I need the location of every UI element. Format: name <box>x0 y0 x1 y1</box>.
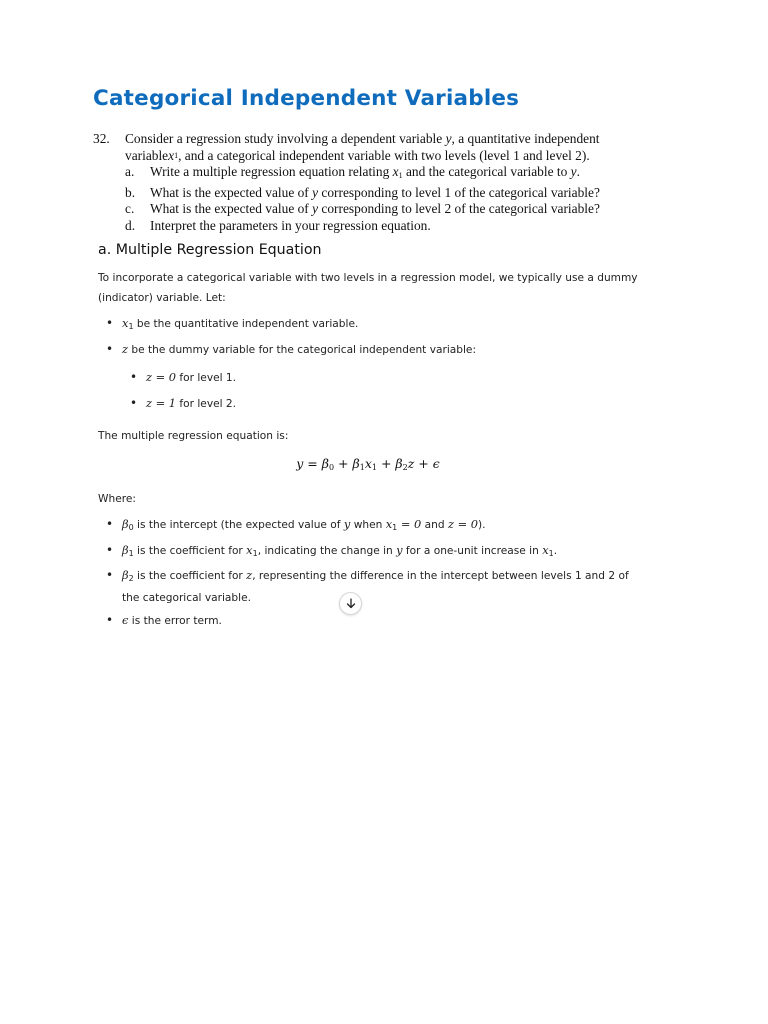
list-item-epsilon: • ϵ is the error term. <box>122 611 222 632</box>
where-label: Where: <box>98 493 136 505</box>
problem-part-a: a. Write a multiple regression equation relating $x_1$ and the categorical variable to y. <box>125 164 580 181</box>
list-item-x1: • $x_1$ be the quantitative independent variable. <box>122 314 358 337</box>
list-item-beta2: • $\beta_2$ is the coefficient for z, representing the difference in the intercept between levels 1 and 2 of the categorical variable. <box>122 566 642 608</box>
section-heading: a. Multiple Regression Equation <box>98 242 322 258</box>
problem-stem: 32. Consider a regression study involving a dependent variable y, a quantitative independent <box>93 131 600 146</box>
list-item-z: • z be the dummy variable for the categorical independent variable: <box>122 340 476 361</box>
problem-part-d: d. Interpret the parameters in your regression equation. <box>125 217 431 233</box>
list-item-beta1: • $\beta_1$ is the coefficient for $x_1$, indicating the change in y for a one-unit increase in $x_1$. <box>122 541 557 564</box>
page-title: Categorical Independent Variables <box>93 86 520 111</box>
intro-paragraph: To incorporate a categorical variable with two levels in a regression model, we typically use a dummy (indicator) variable. Let: <box>98 272 638 304</box>
problem-stem-line2: variable x 1 , and a categorical independent variable with two levels (level 1 and level 2). <box>125 147 590 163</box>
sub-item-level2: • z = 1 for level 2. <box>146 394 236 415</box>
problem-part-b: b. What is the expected value of y corresponding to level 1 of the categorical variable? <box>125 184 600 200</box>
problem-part-c: c. What is the expected value of y corresponding to level 2 of the categorical variable? <box>125 201 600 217</box>
problem-number: 32. <box>93 131 110 146</box>
list-item-beta0: • $\beta_0$ is the intercept (the expected value of y when $x_1 = 0$ and z = 0). <box>122 515 486 538</box>
arrow-down-icon <box>346 598 356 609</box>
problem-statement <box>93 131 673 235</box>
equation-intro: The multiple regression equation is: <box>98 430 289 442</box>
sub-item-level1: • z = 0 for level 1. <box>146 368 236 389</box>
regression-equation: $y = \beta_0 + \beta_1x_1 + \beta_2z + \epsilon$ <box>296 456 440 472</box>
scroll-down-button[interactable] <box>339 592 362 615</box>
